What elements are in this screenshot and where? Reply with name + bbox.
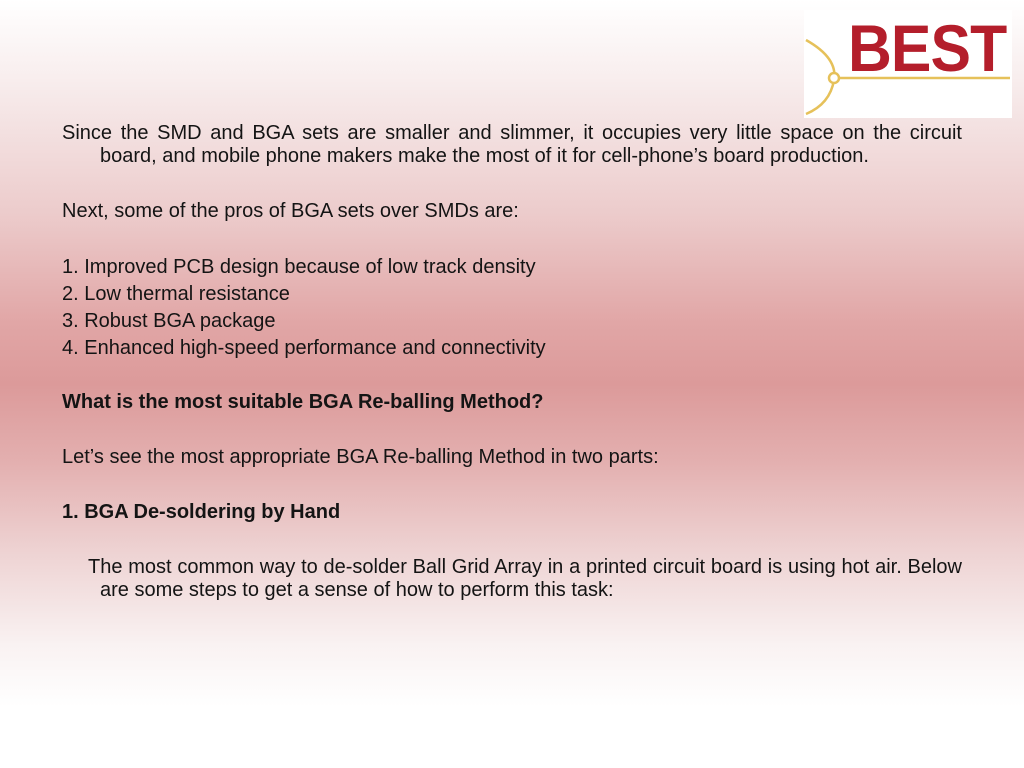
pros-heading: Next, some of the pros of BGA sets over SMDs are:	[62, 200, 519, 222]
logo-text: BEST	[848, 11, 1007, 85]
slide-content	[62, 122, 962, 602]
intro-paragraph: Since the SMD and BGA sets are smaller and slimmer, it occupies very little space on the circuit board, and mobile phone makers make the most of it for cell-phone’s board production.	[62, 122, 962, 167]
best-logo	[804, 10, 1012, 118]
list-item: 2. Low thermal resistance	[62, 283, 290, 305]
pros-list	[62, 254, 962, 362]
question-heading: What is the most suitable BGA Re-balling Method?	[62, 391, 544, 413]
list-item: 1. Improved PCB design because of low track density	[62, 256, 536, 278]
lead-paragraph: Let’s see the most appropriate BGA Re-balling Method in two parts:	[62, 446, 659, 468]
section-body: The most common way to de-solder Ball Grid Array in a printed circuit board is using hot air. Below are some steps to get a sense of how to perform this task:	[88, 556, 962, 601]
list-item: 3. Robust BGA package	[62, 310, 276, 332]
list-item: 4. Enhanced high-speed performance and connectivity	[62, 337, 546, 359]
section-heading: 1. BGA De-soldering by Hand	[62, 501, 341, 523]
